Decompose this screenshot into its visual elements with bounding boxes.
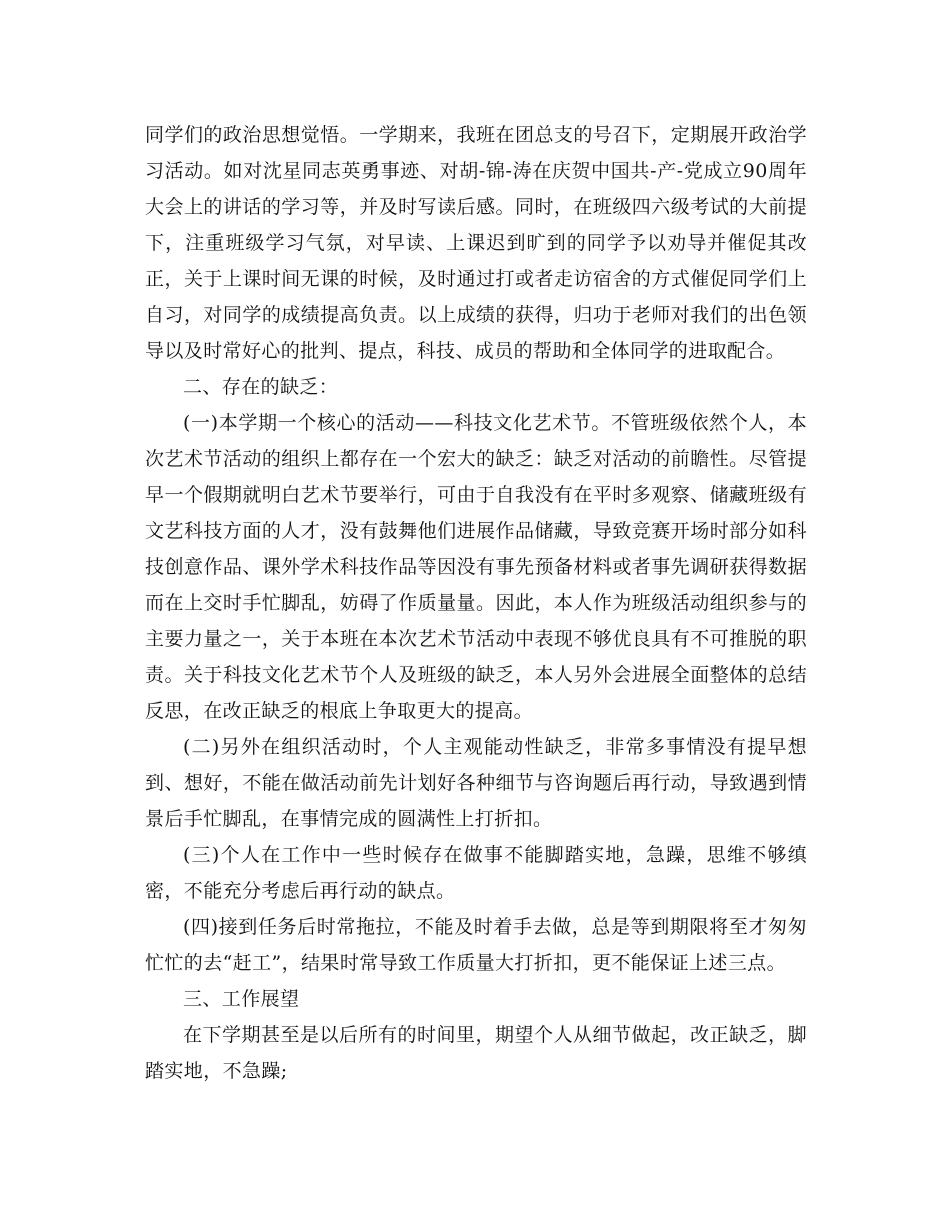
paragraph-shortcoming-4: (四)接到任务后时常拖拉，不能及时着手去做，总是等到期限将至才匆匆忙忙的去“赶工”，结果时常导致工作质量大打折扣，更不能保证上述三点。 bbox=[145, 916, 807, 974]
document-body bbox=[145, 117, 807, 1089]
section-heading-shortcomings: 二、存在的缺乏： bbox=[183, 376, 339, 398]
paragraph-shortcoming-2: (二)另外在组织活动时，个人主观能动性缺乏，非常多事情没有提早想到、想好，不能在做活动前先计划好各种细节与咨询题后再行动，导致遇到情景后手忙脚乱，在事情完成的圆满性上打折扣。 bbox=[145, 736, 807, 830]
section-heading-outlook: 三、工作展望 bbox=[183, 988, 300, 1010]
paragraph-continued: 同学们的政治思想觉悟。一学期来，我班在团总支的号召下，定期展开政治学习活动。如对沈星同志英勇事迹、对胡-锦-涛在庆贺中国共-产-党成立90周年大会上的讲话的学习等，并及时写读后感。同时，在班级四六级考试的大前提下，注重班级学习气氛，对早读、上课迟到旷到的同学予以劝导并催促其改正，关于上课时间无课的时候，及时通过打或者走访宿舍的方式催促同学们上自习，对同学的成绩提高负责。以上成绩的获得，归功于老师对我们的出色领导以及时常好心的批判、提点，科技、成员的帮助和全体同学的进取配合。 bbox=[145, 124, 807, 362]
paragraph-shortcoming-1: (一)本学期一个核心的活动——科技文化艺术节。不管班级依然个人，本次艺术节活动的组织上都存在一个宏大的缺乏：缺乏对活动的前瞻性。尽管提早一个假期就明白艺术节要举行，可由于自我没有在平时多观察、储藏班级有文艺科技方面的人才，没有鼓舞他们进展作品储藏，导致竞赛开场时部分如科技创意作品、课外学术科技作品等因没有事先预备材料或者事先调研获得数据而在上交时手忙脚乱，妨碍了作质量量。因此，本人作为班级活动组织参与的主要力量之一，关于本班在本次艺术节活动中表现不够优良具有不可推脱的职责。关于科技文化艺术节个人及班级的缺乏，本人另外会进展全面整体的总结反思，在改正缺乏的根底上争取更大的提高。 bbox=[145, 412, 807, 722]
paragraph-shortcoming-3: (三)个人在工作中一些时候存在做事不能脚踏实地，急躁，思维不够缜密，不能充分考虑后再行动的缺点。 bbox=[145, 844, 807, 902]
paragraph-outlook: 在下学期甚至是以后所有的时间里，期望个人从细节做起，改正缺乏，脚踏实地，不急躁; bbox=[145, 1024, 807, 1082]
